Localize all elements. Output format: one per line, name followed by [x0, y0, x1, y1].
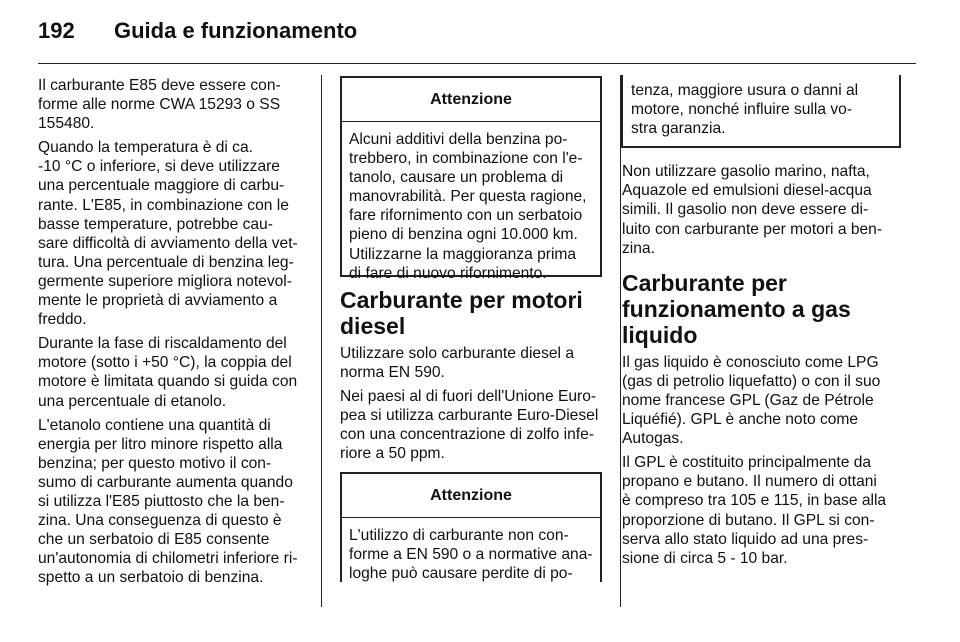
column-divider-left — [321, 75, 322, 607]
text-line: che un serbatoio di E85 consente — [38, 531, 270, 549]
text-line: 155480. — [38, 115, 95, 133]
text-line: tanolo, causare un problema di — [349, 169, 564, 187]
text-line: una percentuale di etanolo. — [38, 392, 227, 410]
text-line: motore (sotto i +50 °C), la coppia del — [38, 354, 292, 372]
attention-body — [342, 122, 600, 291]
text-line: rante. L'E85, in combinazione con le — [38, 196, 289, 214]
text-line: sare difficoltà di avviamento della vet- — [38, 234, 298, 252]
text-line: L'etanolo contiene una quantità di — [38, 416, 271, 434]
text-line: Il GPL è costituito principalmente da — [622, 454, 872, 472]
column-3 — [621, 75, 907, 573]
text-line: propano e butano. Il numero di ottani — [622, 473, 877, 491]
text-line: sumo di carburante aumenta quando — [38, 473, 293, 491]
page-title: Guida e funzionamento — [114, 18, 358, 43]
section-heading-diesel — [340, 287, 602, 339]
text-line: norma EN 590. — [340, 364, 445, 382]
header-rule — [38, 63, 916, 64]
paragraph-marine-diesel — [622, 162, 907, 257]
text-line: pea si utilizza carburante Euro-Diesel — [340, 407, 599, 425]
text-line: Il gas liquido è conosciuto come LPG — [622, 353, 879, 371]
attention-box — [340, 472, 602, 582]
text-line: Aquazole ed emulsioni diesel-acqua — [622, 182, 872, 200]
text-line: serva allo stato liquido ad una pres- — [622, 530, 869, 548]
paragraph-e85-norms — [38, 76, 308, 133]
text-line: basse temperature, potrebbe cau- — [38, 215, 273, 233]
text-line: zina. Una conseguenza di questo è — [38, 512, 282, 530]
attention-box — [340, 76, 602, 282]
text-line: Alcuni additivi della benzina po- — [349, 131, 568, 148]
text-line: Autogas. — [622, 430, 684, 448]
heading-line: Carburante per — [622, 269, 787, 296]
text-line: trebbero, in combinazione con l'e- — [349, 150, 583, 168]
heading-line: liquido — [622, 321, 698, 348]
text-line: motore è limitata quando si guida con — [38, 373, 298, 391]
paragraph-euro-diesel — [340, 387, 602, 463]
text-line: Durante la fase di riscaldamento del — [38, 335, 287, 353]
text-line: si utilizza l'E85 piuttosto che la ben- — [38, 492, 285, 510]
text-line: tenza, maggiore usura o danni al — [631, 82, 859, 99]
column-1 — [38, 76, 308, 592]
text-line: Il carburante E85 deve essere con- — [38, 77, 281, 94]
attention-title: Attenzione — [342, 78, 600, 122]
text-line: zina. — [622, 239, 655, 257]
text-line: manovrabilità. Per questa ragione, — [349, 188, 587, 206]
text-line: con una concentrazione di zolfo infe- — [340, 426, 594, 444]
heading-line: funzionamento a gas — [622, 295, 851, 322]
text-line: di fare di nuovo rifornimento. — [349, 264, 547, 282]
section-heading-lpg — [622, 270, 907, 348]
text-line: proporzione di butano. Il GPL si con- — [622, 511, 875, 529]
page-number: 192 — [38, 18, 75, 43]
text-line: riore a 50 ppm. — [340, 445, 445, 463]
attention-body — [342, 518, 600, 591]
text-line: è compreso tra 105 e 115, in base alla — [622, 492, 887, 510]
paragraph-temperature — [38, 138, 308, 329]
text-line: una percentuale maggiore di carbu- — [38, 177, 285, 195]
text-line: L'utilizzo di carburante non con- — [349, 526, 569, 544]
text-line: -10 °C o inferiore, si deve utilizzare — [38, 158, 280, 176]
text-line: sione di circa 5 - 10 bar. — [622, 549, 788, 567]
text-line: (gas di petrolio liquefatto) o con il suo — [622, 372, 881, 390]
text-line: Liquéfié). GPL è anche noto come — [622, 411, 859, 429]
paragraph-ethanol-energy — [38, 416, 308, 588]
text-line: Non utilizzare gasolio marino, nafta, — [622, 163, 870, 181]
text-line: freddo. — [38, 311, 87, 329]
paragraph-lpg-composition — [622, 453, 907, 568]
paragraph-warmup — [38, 334, 308, 410]
text-line: motore, nonché influire sulla vo- — [631, 101, 853, 119]
text-line: nome francese GPL (Gaz de Pétrole — [622, 391, 874, 409]
text-line: Utilizzarne la maggioranza prima — [349, 245, 577, 263]
text-line: luito con carburante per motori a ben- — [622, 220, 883, 238]
text-line: spetto a un serbatoio di benzina. — [38, 569, 264, 587]
attention-box-continued — [621, 75, 901, 148]
text-line: simili. Il gasolio non deve essere di- — [622, 201, 869, 219]
text-line: Quando la temperatura è di ca. — [38, 139, 253, 157]
text-line: germente superiore migliora notevol- — [38, 272, 292, 290]
text-line: forme a EN 590 o a normative ana- — [349, 545, 593, 563]
attention-title: Attenzione — [342, 474, 600, 518]
text-line: mente le proprietà di avviamento a — [38, 292, 278, 310]
text-line: Utilizzare solo carburante diesel a — [340, 345, 575, 362]
text-line: loghe può causare perdite di po- — [349, 564, 573, 582]
text-line: un'autonomia di chilometri inferiore ri- — [38, 550, 298, 568]
heading-line: diesel — [340, 313, 406, 339]
heading-line: Carburante per motori — [340, 287, 583, 313]
text-line: benzina; per questo motivo il con- — [38, 454, 272, 472]
column-2 — [340, 76, 602, 582]
text-line: fare rifornimento con un serbatoio — [349, 207, 583, 225]
text-line: forme alle norme CWA 15293 o SS — [38, 96, 281, 114]
text-line: energia per litro minore rispetto alla — [38, 435, 283, 453]
text-line: stra garanzia. — [631, 120, 726, 138]
text-line: tura. Una percentuale di benzina leg- — [38, 253, 294, 271]
paragraph-lpg-definition — [622, 353, 907, 448]
column-3-content — [621, 162, 907, 568]
text-line: pieno di benzina ogni 10.000 km. — [349, 226, 578, 244]
text-line: Nei paesi al di fuori dell'Unione Euro- — [340, 388, 597, 406]
paragraph-diesel-norm — [340, 344, 602, 382]
